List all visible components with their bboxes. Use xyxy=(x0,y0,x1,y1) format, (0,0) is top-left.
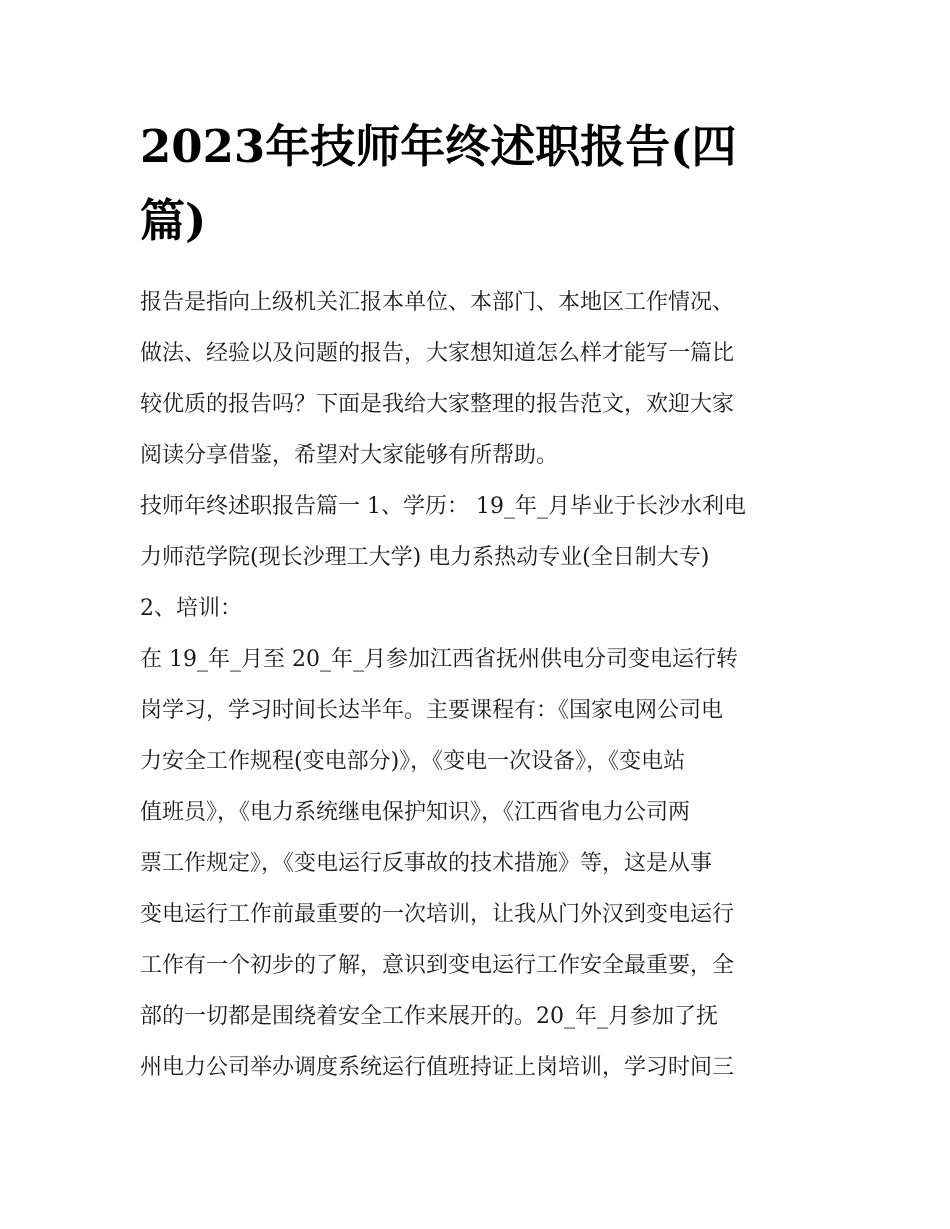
document-body xyxy=(140,277,820,1093)
body-line-2: 做法、经验以及问题的报告，大家想知道怎么样才能写一篇比 xyxy=(140,341,735,366)
body-line-6: 力师范学院(现长沙理工大学) 电力系热动专业(全日制大专) xyxy=(140,545,710,570)
title-line-2: 篇) xyxy=(140,194,207,247)
body-line-4: 阅读分享借鉴，希望对大家能够有所帮助。 xyxy=(140,443,559,468)
body-line-10: 力安全工作规程(变电部分)》，《变电一次设备》，《变电站 xyxy=(140,749,686,774)
body-line-3: 较优质的报告吗？下面是我给大家整理的报告范文，欢迎大家 xyxy=(140,392,735,417)
document-title xyxy=(140,110,820,258)
body-line-15: 部的一切都是围绕着安全工作来展开的。20_年_月参加了抚 xyxy=(140,1004,718,1029)
title-line-1: 2023年技师年终述职报告(四 xyxy=(140,120,737,173)
body-line-8: 在 19_年_月至 20_年_月参加江西省抚州供电分司变电运行转 xyxy=(140,647,738,672)
body-line-16: 州电力公司举办调度系统运行值班持证上岗培训，学习时间三 xyxy=(140,1055,735,1080)
body-line-13: 变电运行工作前最重要的一次培训，让我从门外汉到变电运行 xyxy=(140,902,735,927)
body-line-1: 报告是指向上级机关汇报本单位、本部门、本地区工作情况、 xyxy=(140,290,735,315)
body-line-11: 值班员》，《电力系统继电保护知识》，《江西省电力公司两 xyxy=(140,800,691,825)
body-line-12: 票工作规定》，《变电运行反事故的技术措施》等，这是从事 xyxy=(140,851,713,876)
body-line-7: 2、培训： xyxy=(140,596,242,621)
body-line-14: 工作有一个初步的了解，意识到变电运行工作安全最重要，全 xyxy=(140,953,735,978)
body-line-5: 技师年终述职报告篇一 1、学历： 19_年_月毕业于长沙水利电 xyxy=(140,494,746,519)
body-line-9: 岗学习，学习时间长达半年。主要课程有：《国家电网公司电 xyxy=(140,698,724,723)
